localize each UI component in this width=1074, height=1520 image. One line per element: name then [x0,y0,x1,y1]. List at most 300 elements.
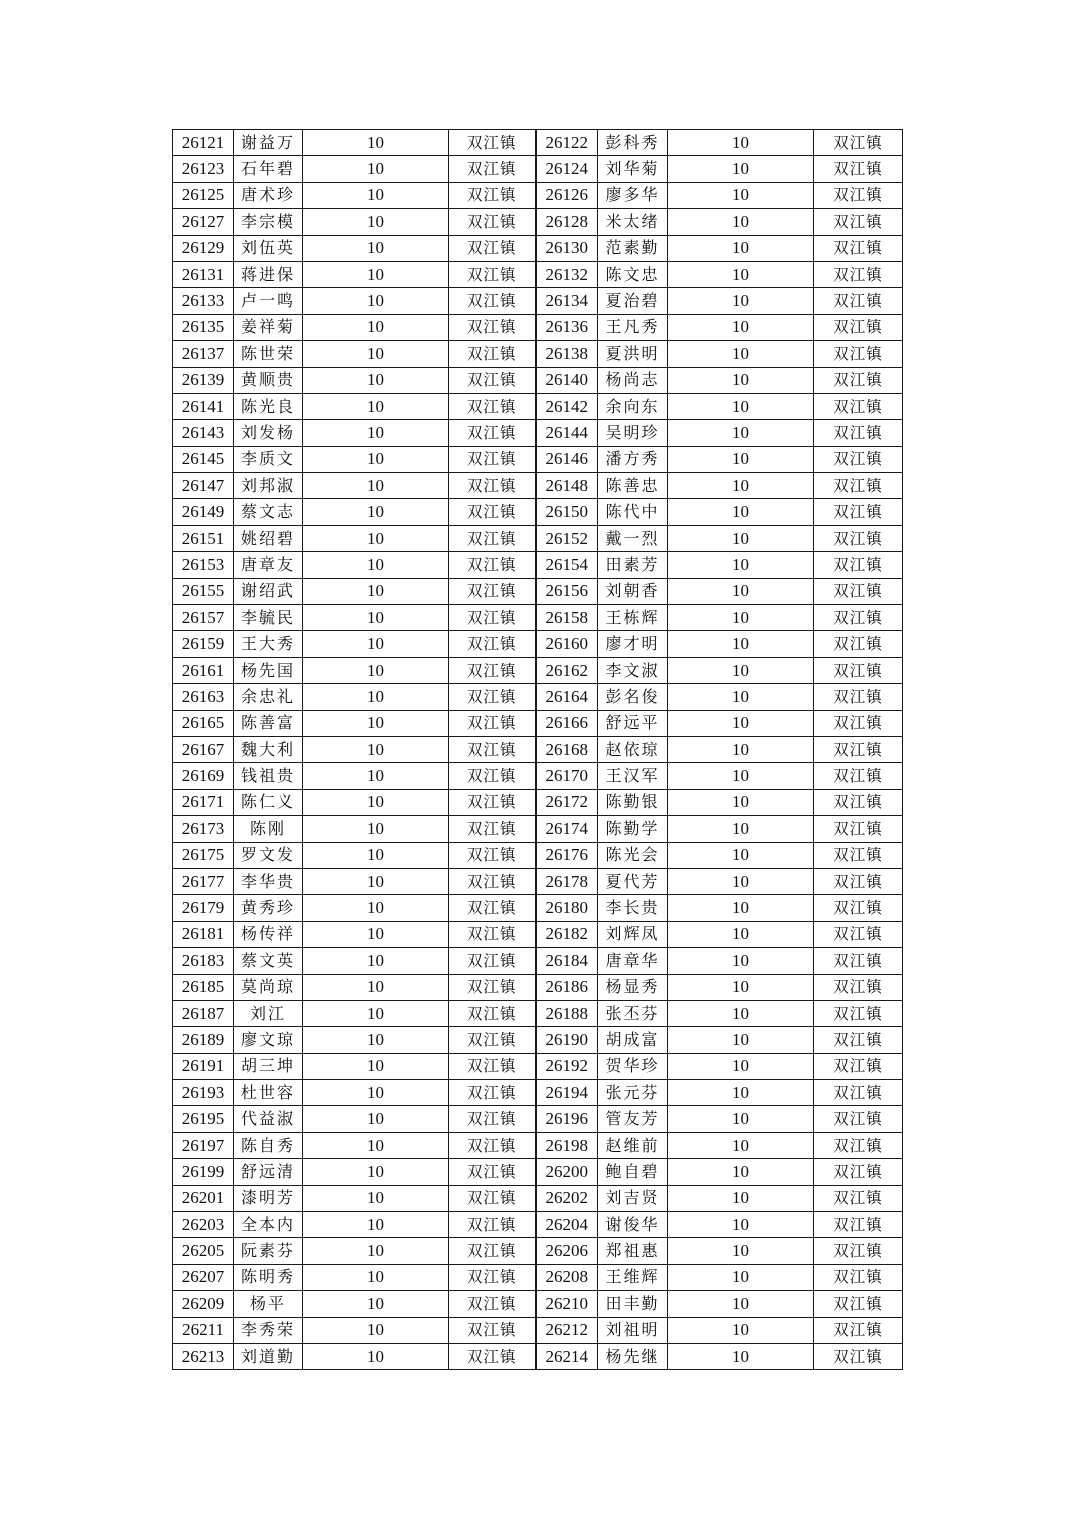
table-row [173,921,903,947]
person-name-cell: 姚绍碧 [234,525,303,551]
town-cell: 双江镇 [449,130,536,156]
town-cell: 双江镇 [814,895,903,921]
amount-cell: 10 [668,710,814,736]
person-name-cell: 张元芬 [598,1080,668,1106]
record-id-cell: 26138 [536,341,598,367]
amount-cell: 10 [668,789,814,815]
table-row [173,974,903,1000]
record-id-cell: 26209 [173,1291,234,1317]
town-cell: 双江镇 [449,393,536,419]
record-id-cell: 26140 [536,367,598,393]
person-name-cell: 夏治碧 [598,288,668,314]
town-cell: 双江镇 [814,473,903,499]
table-row [173,1159,903,1185]
amount-cell: 10 [303,631,449,657]
person-name-cell: 舒远清 [234,1159,303,1185]
record-id-cell: 26137 [173,341,234,367]
person-name-cell: 陈世荣 [234,341,303,367]
record-id-cell: 26190 [536,1027,598,1053]
person-name-cell: 全本内 [234,1212,303,1238]
person-name-cell: 夏洪明 [598,341,668,367]
record-id-cell: 26186 [536,974,598,1000]
amount-cell: 10 [303,657,449,683]
town-cell: 双江镇 [814,1343,903,1369]
record-id-cell: 26210 [536,1291,598,1317]
record-id-cell: 26183 [173,948,234,974]
record-id-cell: 26126 [536,182,598,208]
town-cell: 双江镇 [814,341,903,367]
person-name-cell: 吴明珍 [598,420,668,446]
person-name-cell: 蔡文志 [234,499,303,525]
town-cell: 双江镇 [814,393,903,419]
table-row [173,235,903,261]
person-name-cell: 陈勤银 [598,789,668,815]
amount-cell: 10 [668,1264,814,1290]
amount-cell: 10 [303,1317,449,1343]
amount-cell: 10 [668,948,814,974]
person-name-cell: 陈刚 [234,816,303,842]
town-cell: 双江镇 [449,1291,536,1317]
amount-cell: 10 [668,1080,814,1106]
record-id-cell: 26202 [536,1185,598,1211]
town-cell: 双江镇 [814,1080,903,1106]
record-id-cell: 26166 [536,710,598,736]
town-cell: 双江镇 [449,895,536,921]
person-name-cell: 胡三坤 [234,1053,303,1079]
amount-cell: 10 [303,948,449,974]
table-row [173,657,903,683]
amount-cell: 10 [668,1317,814,1343]
person-name-cell: 蔡文英 [234,948,303,974]
amount-cell: 10 [668,605,814,631]
town-cell: 双江镇 [449,868,536,894]
record-id-cell: 26204 [536,1212,598,1238]
town-cell: 双江镇 [449,1238,536,1264]
record-id-cell: 26145 [173,446,234,472]
town-cell: 双江镇 [449,763,536,789]
person-name-cell: 潘方秀 [598,446,668,472]
person-name-cell: 陈善忠 [598,473,668,499]
amount-cell: 10 [303,525,449,551]
amount-cell: 10 [303,130,449,156]
person-name-cell: 王维辉 [598,1264,668,1290]
record-id-cell: 26185 [173,974,234,1000]
town-cell: 双江镇 [814,314,903,340]
town-cell: 双江镇 [814,1212,903,1238]
record-id-cell: 26176 [536,842,598,868]
amount-cell: 10 [303,1159,449,1185]
town-cell: 双江镇 [814,130,903,156]
town-cell: 双江镇 [814,842,903,868]
town-cell: 双江镇 [449,446,536,472]
town-cell: 双江镇 [449,1159,536,1185]
record-id-cell: 26178 [536,868,598,894]
person-name-cell: 漆明芳 [234,1185,303,1211]
town-cell: 双江镇 [814,1132,903,1158]
person-name-cell: 戴一烈 [598,525,668,551]
amount-cell: 10 [668,130,814,156]
town-cell: 双江镇 [449,552,536,578]
amount-cell: 10 [303,1053,449,1079]
amount-cell: 10 [668,921,814,947]
amount-cell: 10 [303,235,449,261]
amount-cell: 10 [303,209,449,235]
amount-cell: 10 [668,1291,814,1317]
record-id-cell: 26207 [173,1264,234,1290]
person-name-cell: 李长贵 [598,895,668,921]
record-id-cell: 26213 [173,1343,234,1369]
roster-body [173,130,903,1370]
table-row [173,341,903,367]
amount-cell: 10 [303,341,449,367]
town-cell: 双江镇 [814,657,903,683]
table-row [173,393,903,419]
person-name-cell: 彭名俊 [598,684,668,710]
town-cell: 双江镇 [449,156,536,182]
amount-cell: 10 [668,842,814,868]
record-id-cell: 26170 [536,763,598,789]
town-cell: 双江镇 [814,1264,903,1290]
amount-cell: 10 [668,314,814,340]
person-name-cell: 阮素芬 [234,1238,303,1264]
table-row [173,288,903,314]
amount-cell: 10 [303,1132,449,1158]
record-id-cell: 26133 [173,288,234,314]
town-cell: 双江镇 [814,261,903,287]
record-id-cell: 26129 [173,235,234,261]
record-id-cell: 26208 [536,1264,598,1290]
town-cell: 双江镇 [814,578,903,604]
person-name-cell: 罗文发 [234,842,303,868]
town-cell: 双江镇 [814,736,903,762]
record-id-cell: 26160 [536,631,598,657]
amount-cell: 10 [303,895,449,921]
amount-cell: 10 [303,1027,449,1053]
record-id-cell: 26136 [536,314,598,340]
person-name-cell: 黄顺贵 [234,367,303,393]
person-name-cell: 廖才明 [598,631,668,657]
town-cell: 双江镇 [814,921,903,947]
person-name-cell: 陈勤学 [598,816,668,842]
town-cell: 双江镇 [449,1317,536,1343]
amount-cell: 10 [303,473,449,499]
record-id-cell: 26192 [536,1053,598,1079]
table-row [173,1317,903,1343]
record-id-cell: 26201 [173,1185,234,1211]
record-id-cell: 26180 [536,895,598,921]
town-cell: 双江镇 [449,1106,536,1132]
record-id-cell: 26171 [173,789,234,815]
person-name-cell: 陈光良 [234,393,303,419]
town-cell: 双江镇 [814,816,903,842]
person-name-cell: 石年碧 [234,156,303,182]
town-cell: 双江镇 [814,631,903,657]
record-id-cell: 26187 [173,1000,234,1026]
person-name-cell: 唐术珍 [234,182,303,208]
town-cell: 双江镇 [814,763,903,789]
record-id-cell: 26191 [173,1053,234,1079]
record-id-cell: 26151 [173,525,234,551]
table-row [173,1264,903,1290]
amount-cell: 10 [303,816,449,842]
town-cell: 双江镇 [449,261,536,287]
town-cell: 双江镇 [814,1159,903,1185]
record-id-cell: 26121 [173,130,234,156]
table-row [173,1132,903,1158]
amount-cell: 10 [668,868,814,894]
person-name-cell: 刘伍英 [234,235,303,261]
table-row [173,631,903,657]
record-id-cell: 26173 [173,816,234,842]
table-row [173,948,903,974]
record-id-cell: 26179 [173,895,234,921]
amount-cell: 10 [303,314,449,340]
person-name-cell: 李宗模 [234,209,303,235]
record-id-cell: 26188 [536,1000,598,1026]
table-row [173,1238,903,1264]
person-name-cell: 杨传祥 [234,921,303,947]
person-name-cell: 廖多华 [598,182,668,208]
table-row [173,261,903,287]
person-name-cell: 余忠礼 [234,684,303,710]
record-id-cell: 26169 [173,763,234,789]
person-name-cell: 杨先国 [234,657,303,683]
record-id-cell: 26198 [536,1132,598,1158]
person-name-cell: 赵依琼 [598,736,668,762]
town-cell: 双江镇 [449,605,536,631]
town-cell: 双江镇 [814,948,903,974]
person-name-cell: 唐章华 [598,948,668,974]
town-cell: 双江镇 [814,446,903,472]
record-id-cell: 26139 [173,367,234,393]
record-id-cell: 26135 [173,314,234,340]
amount-cell: 10 [303,182,449,208]
amount-cell: 10 [668,974,814,1000]
table-row [173,763,903,789]
amount-cell: 10 [303,710,449,736]
person-name-cell: 刘祖明 [598,1317,668,1343]
amount-cell: 10 [668,1027,814,1053]
person-name-cell: 余向东 [598,393,668,419]
record-id-cell: 26150 [536,499,598,525]
record-id-cell: 26174 [536,816,598,842]
town-cell: 双江镇 [449,525,536,551]
amount-cell: 10 [668,1000,814,1026]
town-cell: 双江镇 [814,789,903,815]
record-id-cell: 26157 [173,605,234,631]
amount-cell: 10 [303,1000,449,1026]
person-name-cell: 管友芳 [598,1106,668,1132]
record-id-cell: 26211 [173,1317,234,1343]
record-id-cell: 26168 [536,736,598,762]
town-cell: 双江镇 [814,1185,903,1211]
town-cell: 双江镇 [449,974,536,1000]
amount-cell: 10 [668,684,814,710]
person-name-cell: 钱祖贵 [234,763,303,789]
person-name-cell: 王汉军 [598,763,668,789]
town-cell: 双江镇 [449,1185,536,1211]
town-cell: 双江镇 [449,631,536,657]
record-id-cell: 26132 [536,261,598,287]
record-id-cell: 26127 [173,209,234,235]
record-id-cell: 26177 [173,868,234,894]
amount-cell: 10 [303,736,449,762]
record-id-cell: 26154 [536,552,598,578]
amount-cell: 10 [668,473,814,499]
table-row [173,710,903,736]
town-cell: 双江镇 [449,684,536,710]
town-cell: 双江镇 [814,499,903,525]
amount-cell: 10 [668,1343,814,1369]
person-name-cell: 刘江 [234,1000,303,1026]
table-row [173,868,903,894]
town-cell: 双江镇 [449,948,536,974]
town-cell: 双江镇 [449,657,536,683]
record-id-cell: 26189 [173,1027,234,1053]
town-cell: 双江镇 [449,1343,536,1369]
person-name-cell: 杜世容 [234,1080,303,1106]
amount-cell: 10 [668,288,814,314]
town-cell: 双江镇 [449,1212,536,1238]
record-id-cell: 26124 [536,156,598,182]
amount-cell: 10 [668,420,814,446]
record-id-cell: 26181 [173,921,234,947]
record-id-cell: 26143 [173,420,234,446]
table-row [173,1291,903,1317]
person-name-cell: 杨平 [234,1291,303,1317]
amount-cell: 10 [668,1106,814,1132]
record-id-cell: 26153 [173,552,234,578]
person-name-cell: 范素勤 [598,235,668,261]
town-cell: 双江镇 [449,341,536,367]
town-cell: 双江镇 [814,1000,903,1026]
person-name-cell: 魏大利 [234,736,303,762]
person-name-cell: 陈代中 [598,499,668,525]
amount-cell: 10 [303,1080,449,1106]
record-id-cell: 26152 [536,525,598,551]
record-id-cell: 26197 [173,1132,234,1158]
town-cell: 双江镇 [814,552,903,578]
person-name-cell: 廖文琼 [234,1027,303,1053]
amount-cell: 10 [668,182,814,208]
record-id-cell: 26125 [173,182,234,208]
person-name-cell: 陈善富 [234,710,303,736]
amount-cell: 10 [303,684,449,710]
record-id-cell: 26206 [536,1238,598,1264]
town-cell: 双江镇 [814,1317,903,1343]
record-id-cell: 26200 [536,1159,598,1185]
record-id-cell: 26172 [536,789,598,815]
record-id-cell: 26141 [173,393,234,419]
table-row [173,182,903,208]
person-name-cell: 谢俊华 [598,1212,668,1238]
town-cell: 双江镇 [449,473,536,499]
person-name-cell: 刘吉贤 [598,1185,668,1211]
record-id-cell: 26199 [173,1159,234,1185]
table-row [173,209,903,235]
record-id-cell: 26214 [536,1343,598,1369]
town-cell: 双江镇 [449,578,536,604]
amount-cell: 10 [668,1238,814,1264]
table-row [173,1185,903,1211]
table-row [173,1106,903,1132]
record-id-cell: 26159 [173,631,234,657]
amount-cell: 10 [668,1159,814,1185]
table-row [173,895,903,921]
amount-cell: 10 [303,868,449,894]
person-name-cell: 谢绍武 [234,578,303,604]
amount-cell: 10 [668,816,814,842]
town-cell: 双江镇 [814,288,903,314]
amount-cell: 10 [303,1185,449,1211]
table-row [173,367,903,393]
town-cell: 双江镇 [814,868,903,894]
town-cell: 双江镇 [814,1027,903,1053]
record-id-cell: 26131 [173,261,234,287]
table-row [173,314,903,340]
record-id-cell: 26163 [173,684,234,710]
table-row [173,842,903,868]
table-row [173,525,903,551]
record-id-cell: 26182 [536,921,598,947]
town-cell: 双江镇 [449,1000,536,1026]
town-cell: 双江镇 [449,816,536,842]
table-row [173,446,903,472]
person-name-cell: 米太绪 [598,209,668,235]
town-cell: 双江镇 [449,710,536,736]
town-cell: 双江镇 [449,209,536,235]
person-name-cell: 刘朝香 [598,578,668,604]
amount-cell: 10 [668,156,814,182]
record-id-cell: 26196 [536,1106,598,1132]
amount-cell: 10 [668,736,814,762]
town-cell: 双江镇 [814,1053,903,1079]
amount-cell: 10 [303,842,449,868]
amount-cell: 10 [668,578,814,604]
record-id-cell: 26123 [173,156,234,182]
town-cell: 双江镇 [449,499,536,525]
amount-cell: 10 [668,209,814,235]
amount-cell: 10 [303,367,449,393]
person-name-cell: 李毓民 [234,605,303,631]
person-name-cell: 夏代芳 [598,868,668,894]
amount-cell: 10 [303,763,449,789]
person-name-cell: 刘道勤 [234,1343,303,1369]
person-name-cell: 陈仁义 [234,789,303,815]
amount-cell: 10 [668,525,814,551]
record-id-cell: 26165 [173,710,234,736]
amount-cell: 10 [303,156,449,182]
town-cell: 双江镇 [449,1264,536,1290]
town-cell: 双江镇 [814,367,903,393]
person-name-cell: 王凡秀 [598,314,668,340]
record-id-cell: 26156 [536,578,598,604]
person-name-cell: 刘发杨 [234,420,303,446]
town-cell: 双江镇 [814,420,903,446]
amount-cell: 10 [668,895,814,921]
person-name-cell: 胡成富 [598,1027,668,1053]
record-id-cell: 26195 [173,1106,234,1132]
amount-cell: 10 [303,1291,449,1317]
amount-cell: 10 [668,499,814,525]
person-name-cell: 鲍自碧 [598,1159,668,1185]
table-row [173,578,903,604]
person-name-cell: 舒远平 [598,710,668,736]
record-id-cell: 26130 [536,235,598,261]
person-name-cell: 贺华珍 [598,1053,668,1079]
amount-cell: 10 [303,420,449,446]
table-row [173,156,903,182]
